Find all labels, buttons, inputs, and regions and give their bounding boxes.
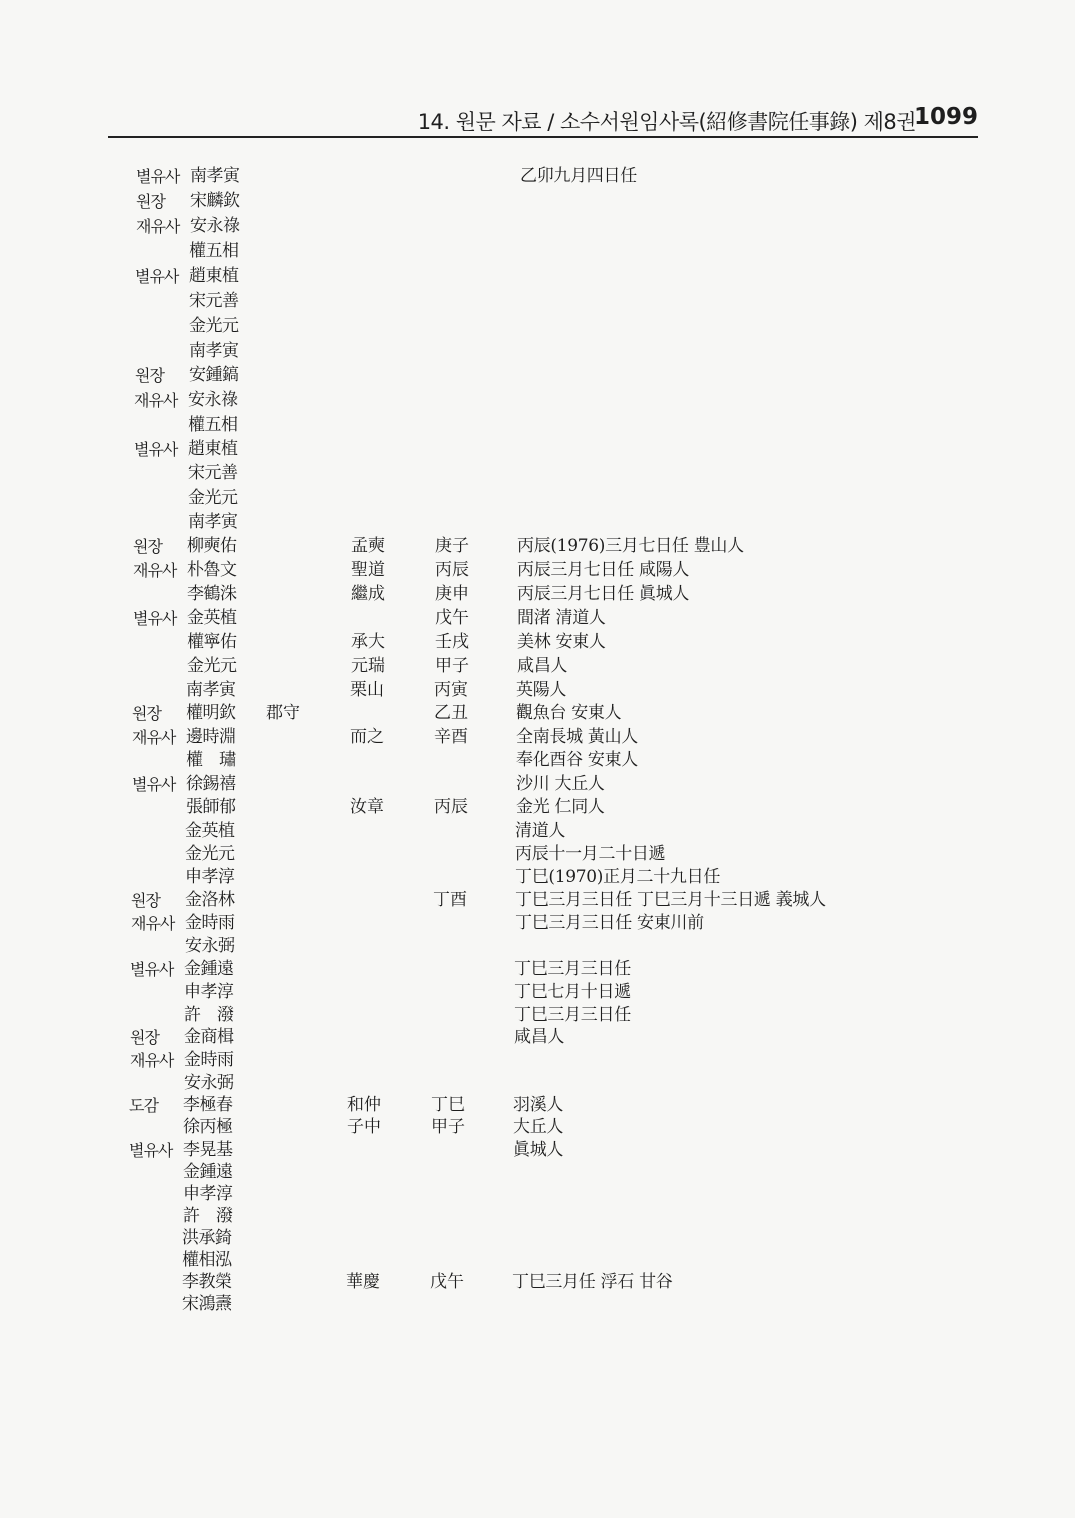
role-label: 별유사 [136,167,180,186]
register-row [0,437,1075,462]
note-text: 大丘人 [513,1117,564,1138]
note-text: 乙卯九月四日任 [520,166,637,186]
person-name: 李晃基 [183,1139,233,1160]
birth-year: 丙寅 [434,679,468,700]
role-label: 재유사 [130,1050,174,1070]
courtesy-name: 栗山 [350,679,384,700]
register-row [0,339,1075,364]
register-row [0,189,1075,214]
register-row [0,795,1075,820]
person-name: 金鍾遠 [184,959,234,979]
note-text: 英陽人 [516,679,567,700]
person-name: 金商楫 [184,1027,234,1048]
person-name: 洪承錡 [182,1228,232,1249]
person-name: 權明欽 [186,703,236,724]
note-text: 丙辰三月七日任 眞城人 [517,584,690,605]
birth-year: 甲子 [435,655,469,676]
role-label: 원장 [132,704,161,724]
birth-year: 甲子 [431,1117,465,1138]
person-name: 安鍾鎬 [189,365,239,386]
person-name: 安永弼 [184,1072,234,1093]
courtesy-name: 子中 [347,1117,381,1138]
note-text: 丁巳三月三日任 安東川前 [515,913,704,934]
person-name: 金光元 [187,655,237,676]
role-label: 원장 [130,1028,159,1048]
courtesy-name: 而之 [350,726,384,747]
birth-year: 戊午 [435,608,469,629]
birth-year: 丙辰 [434,797,468,818]
person-name: 許 潑 [183,1206,233,1227]
courtesy-name: 聖道 [351,560,385,581]
role-label: 별유사 [129,1140,173,1160]
role-label: 원장 [136,192,165,212]
note-text: 丙辰三月七日任 咸陽人 [517,560,690,581]
courtesy-name: 和仲 [347,1094,381,1115]
person-name: 宋麟欽 [190,191,240,212]
note-text: 美林 安東人 [517,632,606,652]
register-row [0,980,1075,1005]
register-row [0,1093,1075,1118]
note-text: 丁巳三月任 浮石 甘谷 [512,1272,673,1293]
office-title: 郡守 [266,703,300,724]
register-row [0,413,1075,438]
register-row [0,363,1075,388]
person-name: 徐丙極 [183,1117,233,1138]
note-text: 沙川 大丘人 [516,773,605,794]
courtesy-name: 繼成 [351,584,385,605]
person-name: 金英植 [187,608,237,629]
register-row [0,289,1075,314]
person-name: 李極春 [183,1094,233,1115]
register-row [0,239,1075,264]
note-text: 清道人 [515,820,566,841]
person-name: 金時雨 [185,913,235,934]
register-row [0,314,1075,339]
note-text: 丙辰十一月二十日遞 [515,843,666,864]
person-name: 金光元 [185,843,235,864]
person-name: 李鶴洙 [187,584,237,605]
register-row [0,558,1075,583]
register-row [0,461,1075,486]
note-text: 丙辰(1976)三月七日任 豊山人 [517,536,744,556]
register-row [0,486,1075,511]
register-row [0,534,1075,559]
note-text: 咸昌人 [517,655,568,676]
register-row [0,701,1075,726]
running-header-title: 14. 원문 자료 / 소수서원임사록(紹修書院任事錄) 제8권 [417,110,916,134]
person-name: 趙東植 [189,266,239,287]
register-row [0,842,1075,867]
person-name: 安永弼 [185,936,235,957]
person-name: 安永祿 [190,216,240,237]
role-label: 도감 [129,1095,158,1115]
register-row [0,264,1075,289]
note-text: 奉化酉谷 安東人 [516,750,639,771]
person-name: 宋元善 [188,463,238,484]
birth-year: 丁酉 [433,890,467,911]
register-row [0,1071,1075,1096]
person-name: 權寧佑 [187,632,237,652]
note-text: 咸昌人 [514,1027,565,1048]
register-row [0,911,1075,936]
role-label: 별유사 [135,267,179,287]
person-name: 邊時淵 [186,726,236,747]
note-text: 丁巳三月三日任 [514,959,631,979]
role-label: 재유사 [136,217,180,237]
role-label: 재유사 [133,561,177,581]
role-label: 별유사 [132,774,176,794]
register-row [0,748,1075,773]
register-row [0,510,1075,535]
birth-year: 乙丑 [434,703,468,724]
note-text: 間渚 清道人 [517,608,606,629]
courtesy-name: 華慶 [346,1272,380,1293]
person-name: 權相泓 [182,1250,232,1271]
register-row [0,1003,1075,1028]
role-label: 별유사 [133,609,177,629]
birth-year: 丙辰 [435,560,469,581]
note-text: 羽溪人 [513,1094,564,1115]
person-name: 宋鴻燾 [182,1294,232,1314]
register-row [0,606,1075,631]
note-text: 丁巳(1970)正月二十九日任 [515,867,721,887]
birth-year: 戊午 [430,1272,464,1293]
register-row [0,772,1075,797]
birth-year: 辛酉 [434,726,468,747]
register-row [0,214,1075,239]
register-row [0,1048,1075,1073]
note-text: 全南長城 黃山人 [516,726,639,747]
note-text: 金光 仁同人 [516,797,605,818]
person-name: 金光元 [189,315,239,336]
person-name: 申孝淳 [183,1184,233,1205]
note-text: 觀魚台 安東人 [516,703,622,724]
register-row [0,819,1075,844]
courtesy-name: 汝章 [350,797,384,818]
birth-year: 庚申 [435,584,469,605]
person-name: 權 璛 [186,750,236,771]
birth-year: 庚子 [435,536,469,556]
person-name: 安永祿 [188,389,238,410]
person-name: 趙東植 [188,438,238,459]
birth-year: 丁巳 [431,1094,465,1115]
person-name: 南孝寅 [188,511,238,532]
register-row [0,957,1075,982]
role-label: 원장 [133,537,162,556]
person-name: 許 潑 [184,1004,234,1025]
register-row [0,164,1075,189]
person-name: 南孝寅 [186,679,236,700]
register-row [0,1025,1075,1050]
note-text: 丁巳三月三日任 [514,1004,631,1025]
register-row [0,388,1075,413]
role-label: 원장 [135,366,164,386]
person-name: 張師郁 [186,797,236,818]
role-label: 재유사 [131,914,175,934]
register-row [0,934,1075,959]
note-text: 眞城人 [513,1139,564,1160]
register-row [0,630,1075,655]
register-row [0,725,1075,750]
courtesy-name: 孟奭 [351,536,385,556]
person-name: 南孝寅 [189,340,239,361]
person-name: 申孝淳 [185,867,235,887]
person-name: 朴魯文 [187,560,237,581]
person-name: 權五相 [188,414,238,435]
courtesy-name: 元瑞 [351,655,385,676]
register-row [0,1115,1075,1140]
person-name: 申孝淳 [184,981,234,1002]
person-name: 金光元 [188,487,238,508]
person-name: 徐錫禧 [186,773,236,794]
register-row [0,678,1075,703]
register-row [0,654,1075,679]
role-label: 재유사 [132,727,176,747]
person-name: 金鍾遠 [183,1161,233,1182]
person-name: 李教榮 [182,1272,232,1293]
register-row [0,1292,1075,1317]
note-text: 丁巳三月三日任 丁巳三月十三日遞 義城人 [515,890,826,911]
person-name: 金洛林 [185,890,235,911]
courtesy-name: 承大 [351,632,385,652]
person-name: 權五相 [189,241,239,262]
person-name: 金時雨 [184,1049,234,1070]
register-row [0,865,1075,890]
role-label: 원장 [131,891,160,911]
person-name: 金英植 [185,820,235,841]
person-name: 南孝寅 [190,166,240,186]
role-label: 재유사 [134,390,178,410]
register-row [0,582,1075,607]
person-name: 柳奭佑 [187,536,237,556]
role-label: 별유사 [134,439,178,459]
page-number: 1099 [913,104,978,130]
person-name: 宋元善 [189,291,239,312]
register-row [0,888,1075,913]
role-label: 별유사 [130,960,174,979]
birth-year: 壬戌 [435,632,469,652]
note-text: 丁巳七月十日遞 [514,981,631,1002]
